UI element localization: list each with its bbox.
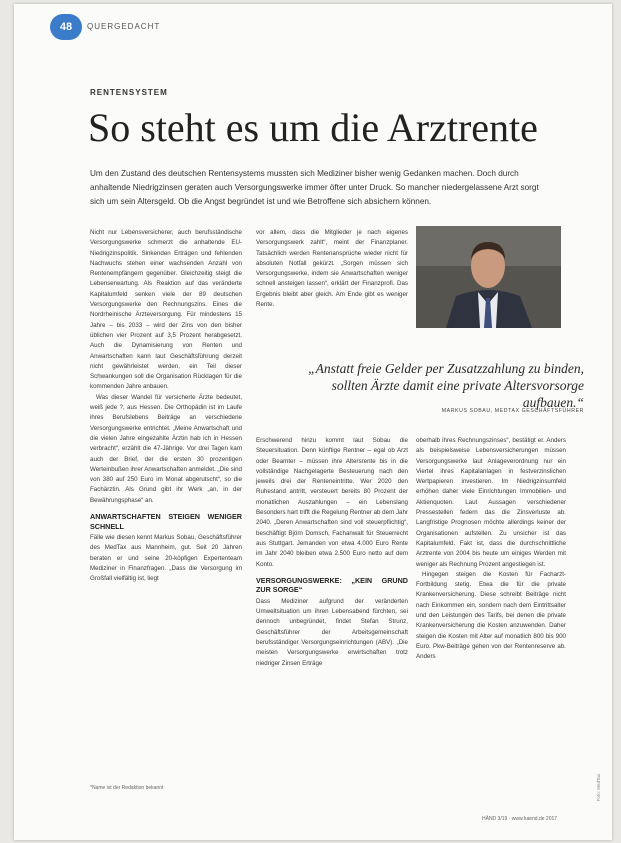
magazine-page <box>14 4 612 840</box>
portrait-photo <box>416 226 561 328</box>
article-kicker: RENTENSYSTEM <box>90 88 168 97</box>
article-column-1 <box>90 228 242 585</box>
column-2-subheading: VERSORGUNGSWERKE: „KEIN GRUND ZUR SORGE“ <box>256 575 408 595</box>
column-3-paragraph-2: Hingegen steigen die Kosten für Facharzt-Fortbildung stetig. Etwa die für die private Krankenversicherung. Diese schreibt Beiträge nicht nach Einkommen ein, sondern nach dem Eintrittsalter und den Leistungen des Tarifs, bei denen die private Krankenversicherung die Kosten anzuwenden. Daher steigen die Kosten mit Alter auf monatlich 800 bis 900 Euro. Pkw-Beiträge gehen von der Rentenreserve ab. Anders <box>416 570 566 661</box>
article-column-2-top <box>256 228 408 310</box>
column-2-paragraph-3: Dass Mediziner aufgrund der veränderten Umweltsituation um ihren Lebensabend fürchten, sei dennoch unbegründet, findet Stefan Strunz, Geschäftsführer der Arbeitsgemeinschaft berufsständiger Versorgungseinrichtungen (ABV). „Die meisten Versorgungswerke erwirtschaften trotz niedriger Zinsen Erträge <box>256 597 408 667</box>
column-1-paragraph-3: Fälle wie diesen kennt Markus Sobau, Geschäftsführer des MedTax aus Mannheim, gut. Seit 20 Jahren beraten er und seine 20-köpfigen Expertenteam Mediziner in Finanzfragen. „Dass die Versorgung im Großfall vielfältig ist, liegt <box>90 534 242 583</box>
column-1-paragraph-2: Was dieser Wandel für versicherte Ärzte bedeutet, weiß jede ?, aus Hessen. Die Orthopädin ist im Laufe ihres Berufslebens Beiträge an verschiedene Versorgungswerke entrichtet. „Meine Anwartschaft und die vielen Jahre eingezahlte Ärztin hab ich in Hessen verbracht“, erzählt die 47-Jährige. Vor drei Tagen kam auch der Brief, der die ersten 30 prozentigen Werteinbußen ihrer Anwartschaften anmeldet. „Die sind von 380 auf 250 Euro im Monat abgerutscht“, so die Fachärztin. Als Grund gibt ihr Werk „an, in der Bewährungsphase“ an. <box>90 393 242 504</box>
column-2-paragraph-1: vor allem, dass die Mitglieder je nach eigenes Versorgungswerk zahlt“, meint der Finanzplaner. Tatsächlich werden Rentenansprüche wieder nicht für absoluten Notfall gekürzt. „Sorgen müssen sich Versorgungswerke, indem sie Anwartschaften weniger schnell ansteigen lassen“, erklärt der Finanzprofi. Das Ergebnis bleibt aber gleich. Am Ende gibt es weniger Rente. <box>256 229 408 309</box>
pull-quote-source: MARKUS SOBAU, MEDTAX GESCHÄFTSFÜHRER <box>441 408 584 414</box>
footnote: *Name ist der Redaktion bekannt <box>90 785 164 791</box>
column-1-subheading: ANWARTSCHAFTEN STEIGEN WENIGER SCHNELL <box>90 512 242 531</box>
photo-credit: Foto: MedTax <box>596 774 601 802</box>
section-label: QUERGEDACHT <box>87 22 161 31</box>
column-3-paragraph-1: oberhalb ihres Rechnungszinses“, bestätigt er. Anders als beispielsweise Lebensversicherungen müssen Versorgungswerke laut Anlageverordnung nur ein Viertel ihres Kapitalanlagen in festverzinslichen Wertpapieren investieren. Im Niedrigzinsumfeld erhöhen daher viele Einrichtungen Immobilien- und Aktienquoten. Laut Aussagen verschiedener Pressestellen federn das die Zinsverluste ab. Langfristige Prognosen möchte allerdings keiner der Organisationen aufstellen. Zu unsicher ist das Kapitalumfeld. Fakt ist, dass die durchschnittliche Arztrente von 2004 bis heute um einiges Werden mit weniger als Rechnung Prozent angestiegen ist. <box>416 437 566 568</box>
article-column-3 <box>416 436 566 663</box>
portrait-illustration <box>416 226 561 328</box>
page-footer: HÄND 3/19 · www.haend.de 2017 <box>482 816 558 822</box>
article-column-2-bottom <box>256 436 408 669</box>
article-title: So steht es um die Arztrente <box>88 105 538 150</box>
pull-quote: „Anstatt freie Gelder per Zusatzzahlung zu binden, sollten Ärzte damit eine private Altersvorsorge aufbauen.“ <box>308 361 584 410</box>
article-lead: Um den Zustand des deutschen Rentensystems mussten sich Mediziner bisher wenig Gedanken machen. Doch durch anhaltende Niedrigzinsen geraten auch Versorgungswerke immer öfter unter Druck. So mancher niedergelassene Arzt sorgt sich um sein Altersgeld. Ob die Angst begründet ist und wie Betroffene sich absichern können. <box>90 169 539 206</box>
column-1-paragraph-1: Nicht nur Lebensversicherer, auch berufsständische Versorgungswerke schmerzt die anhaltende EU-Niedrigzinspolitik. Sinkenden Erträgen und fehlenden Nachwuchs stehen einer wachsenden Anzahl von Rentenempfängern gegenüber. Gleichzeitig steigt die Lebenserwartung. Als Reaktion auf das veränderte Kapitalumfeld senken viele der 89 deutschen Versorgungswerke den Rechnungszins. Eines die Nordrheinische Ärzteversorgung. Für mindestens 15 Jahre – bis 2033 – wird der Zins von den bisher üblichen vier Prozent auf 3,5 Prozent herabgesetzt. Auch die Dynamisierung von Renten und Anwartschaften kann laut Geschäftsführung derzeit nicht gewährleistet werden, ein Teil dieser Schwankungen soll die Organisation Rücklagen für die kommenden Jahre anbauen. <box>90 229 242 391</box>
page-number-badge: 48 <box>50 14 82 40</box>
column-2-paragraph-2: Erschwerend hinzu kommt laut Sobau die Steuersituation. Denn künftige Rentner – egal ob Arzt oder Beamter – müssen ihre Altersrente bis in die vollständige Nachgelagerte Besteuerung nach den jeweils drei der Renteneintritte. Wer 2020 den Ruhestand antritt, versteuert bereits 80 Prozent der monatlichen Auszahlungen – ein Lebenslang Besonders hart trifft die Regelung Rentner ab dem Jahr 2040. „Deren Anwartschaften sind voll steuerpflichtig“, beschäftigt Björn Domsch, Fachanwalt für Steuerrecht aus Stuttgart. Jemanden von etwa 4.000 Euro Rente im Jahr 2040 bleiben etwa 2.500 Euro netto auf dem Konto. <box>256 437 408 568</box>
